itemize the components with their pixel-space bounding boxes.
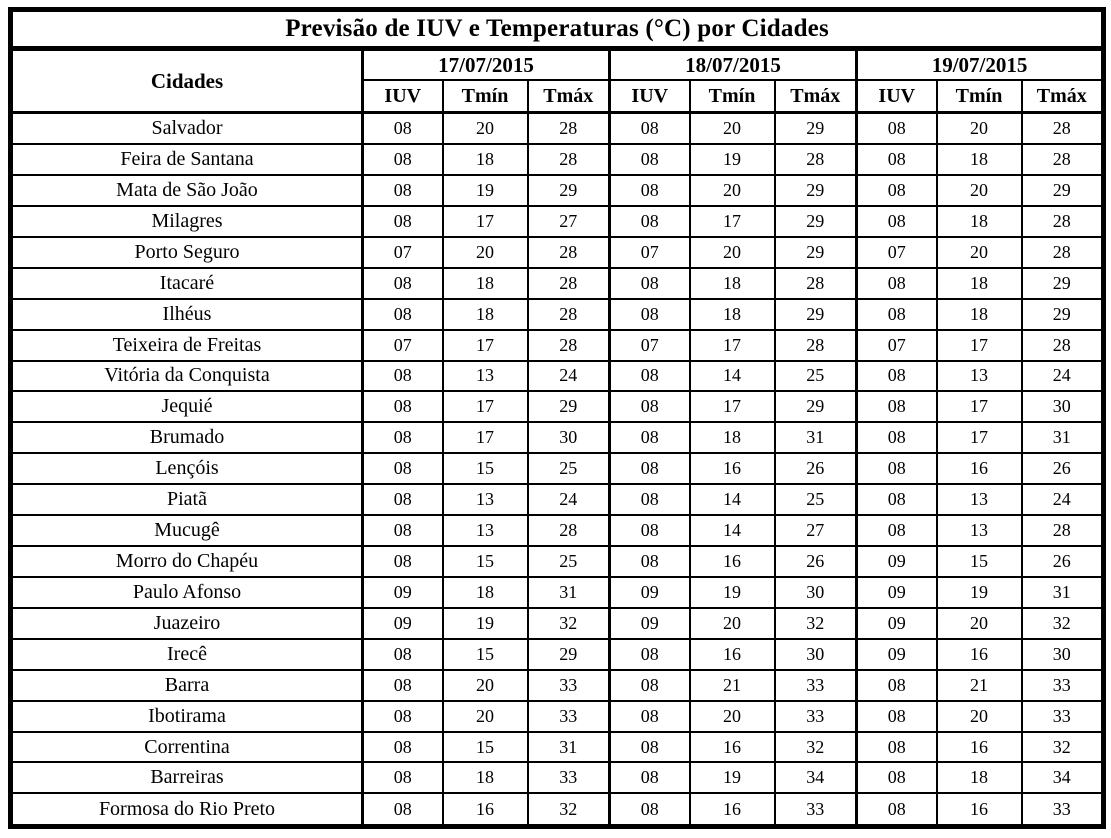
value-cell: 18 — [937, 268, 1022, 299]
value-cell: 09 — [857, 639, 937, 670]
value-cell: 31 — [528, 577, 610, 608]
value-cell: 28 — [1022, 144, 1104, 175]
table-row — [11, 330, 1104, 361]
value-cell: 18 — [443, 762, 528, 793]
value-cell: 08 — [610, 453, 690, 484]
value-cell: 28 — [1022, 206, 1104, 237]
value-cell: 07 — [857, 330, 937, 361]
city-cell: Piatã — [11, 484, 363, 515]
value-cell: 08 — [363, 361, 443, 392]
value-cell: 16 — [690, 732, 775, 763]
value-cell: 07 — [363, 330, 443, 361]
value-cell: 29 — [528, 175, 610, 206]
table-row — [11, 299, 1104, 330]
value-cell: 16 — [690, 793, 775, 826]
city-cell: Formosa do Rio Preto — [11, 793, 363, 826]
value-cell: 17 — [690, 330, 775, 361]
value-cell: 28 — [528, 299, 610, 330]
value-cell: 32 — [528, 793, 610, 826]
value-cell: 19 — [937, 577, 1022, 608]
value-cell: 34 — [775, 762, 857, 793]
city-cell: Paulo Afonso — [11, 577, 363, 608]
value-cell: 16 — [690, 546, 775, 577]
value-cell: 33 — [775, 701, 857, 732]
value-cell: 20 — [443, 113, 528, 145]
value-cell: 08 — [610, 175, 690, 206]
value-cell: 20 — [443, 237, 528, 268]
value-cell: 29 — [775, 113, 857, 145]
value-cell: 16 — [937, 732, 1022, 763]
column-header-tmax: Tmáx — [775, 80, 857, 113]
value-cell: 30 — [775, 577, 857, 608]
value-cell: 07 — [857, 237, 937, 268]
value-cell: 33 — [1022, 670, 1104, 701]
value-cell: 08 — [610, 422, 690, 453]
city-cell: Ilhéus — [11, 299, 363, 330]
value-cell: 24 — [528, 361, 610, 392]
value-cell: 08 — [610, 701, 690, 732]
value-cell: 13 — [937, 484, 1022, 515]
value-cell: 08 — [610, 732, 690, 763]
table-row — [11, 762, 1104, 793]
city-cell: Ibotirama — [11, 701, 363, 732]
forecast-table — [8, 7, 1106, 829]
value-cell: 08 — [857, 670, 937, 701]
value-cell: 09 — [610, 577, 690, 608]
value-cell: 25 — [528, 453, 610, 484]
value-cell: 25 — [775, 361, 857, 392]
value-cell: 13 — [443, 484, 528, 515]
column-header-tmin: Tmín — [690, 80, 775, 113]
city-cell: Morro do Chapéu — [11, 546, 363, 577]
city-cell: Brumado — [11, 422, 363, 453]
value-cell: 08 — [363, 701, 443, 732]
value-cell: 18 — [443, 577, 528, 608]
column-header-date-1: 17/07/2015 — [363, 49, 610, 81]
city-cell: Mucugê — [11, 515, 363, 546]
value-cell: 32 — [528, 608, 610, 639]
value-cell: 15 — [443, 732, 528, 763]
value-cell: 19 — [443, 608, 528, 639]
city-cell: Juazeiro — [11, 608, 363, 639]
value-cell: 26 — [775, 453, 857, 484]
city-cell: Jequié — [11, 391, 363, 422]
value-cell: 16 — [937, 639, 1022, 670]
value-cell: 24 — [1022, 484, 1104, 515]
value-cell: 14 — [690, 361, 775, 392]
table-row — [11, 268, 1104, 299]
table-row — [11, 701, 1104, 732]
value-cell: 29 — [775, 206, 857, 237]
value-cell: 18 — [690, 422, 775, 453]
value-cell: 16 — [690, 453, 775, 484]
value-cell: 16 — [443, 793, 528, 826]
value-cell: 08 — [857, 144, 937, 175]
value-cell: 26 — [1022, 546, 1104, 577]
city-cell: Teixeira de Freitas — [11, 330, 363, 361]
value-cell: 19 — [443, 175, 528, 206]
value-cell: 20 — [937, 237, 1022, 268]
value-cell: 13 — [937, 361, 1022, 392]
value-cell: 08 — [363, 206, 443, 237]
value-cell: 08 — [857, 361, 937, 392]
value-cell: 08 — [610, 206, 690, 237]
value-cell: 08 — [363, 391, 443, 422]
value-cell: 08 — [610, 391, 690, 422]
value-cell: 32 — [1022, 608, 1104, 639]
value-cell: 26 — [1022, 453, 1104, 484]
value-cell: 25 — [775, 484, 857, 515]
value-cell: 29 — [1022, 175, 1104, 206]
value-cell: 31 — [528, 732, 610, 763]
value-cell: 08 — [363, 453, 443, 484]
value-cell: 33 — [528, 701, 610, 732]
value-cell: 08 — [610, 670, 690, 701]
value-cell: 28 — [775, 144, 857, 175]
value-cell: 28 — [528, 237, 610, 268]
table-row — [11, 237, 1104, 268]
value-cell: 13 — [443, 361, 528, 392]
value-cell: 33 — [1022, 793, 1104, 826]
value-cell: 30 — [528, 422, 610, 453]
value-cell: 28 — [528, 268, 610, 299]
value-cell: 09 — [363, 608, 443, 639]
value-cell: 18 — [690, 299, 775, 330]
column-header-iuv: IUV — [610, 80, 690, 113]
value-cell: 28 — [528, 330, 610, 361]
value-cell: 20 — [937, 175, 1022, 206]
table-row — [11, 453, 1104, 484]
table-row — [11, 546, 1104, 577]
city-cell: Salvador — [11, 113, 363, 145]
value-cell: 08 — [363, 793, 443, 826]
value-cell: 07 — [610, 330, 690, 361]
value-cell: 31 — [775, 422, 857, 453]
value-cell: 08 — [857, 484, 937, 515]
value-cell: 21 — [690, 670, 775, 701]
value-cell: 08 — [857, 515, 937, 546]
city-cell: Itacaré — [11, 268, 363, 299]
value-cell: 08 — [363, 546, 443, 577]
value-cell: 31 — [1022, 422, 1104, 453]
value-cell: 17 — [690, 206, 775, 237]
value-cell: 08 — [363, 113, 443, 145]
value-cell: 29 — [775, 299, 857, 330]
value-cell: 09 — [363, 577, 443, 608]
value-cell: 32 — [775, 608, 857, 639]
value-cell: 09 — [857, 608, 937, 639]
value-cell: 14 — [690, 515, 775, 546]
city-cell: Porto Seguro — [11, 237, 363, 268]
value-cell: 24 — [1022, 361, 1104, 392]
value-cell: 33 — [528, 762, 610, 793]
column-header-tmin: Tmín — [443, 80, 528, 113]
value-cell: 28 — [1022, 330, 1104, 361]
column-header-tmax: Tmáx — [528, 80, 610, 113]
value-cell: 08 — [857, 762, 937, 793]
value-cell: 30 — [1022, 391, 1104, 422]
value-cell: 19 — [690, 762, 775, 793]
table-row — [11, 577, 1104, 608]
city-cell: Milagres — [11, 206, 363, 237]
city-cell: Feira de Santana — [11, 144, 363, 175]
column-header-iuv: IUV — [857, 80, 937, 113]
value-cell: 08 — [363, 268, 443, 299]
value-cell: 13 — [443, 515, 528, 546]
city-cell: Barreiras — [11, 762, 363, 793]
value-cell: 08 — [857, 175, 937, 206]
value-cell: 08 — [610, 268, 690, 299]
value-cell: 08 — [857, 268, 937, 299]
table-row — [11, 175, 1104, 206]
value-cell: 17 — [443, 391, 528, 422]
date-header-row — [11, 49, 1104, 81]
value-cell: 08 — [857, 701, 937, 732]
value-cell: 08 — [363, 515, 443, 546]
value-cell: 08 — [610, 762, 690, 793]
value-cell: 17 — [937, 330, 1022, 361]
value-cell: 29 — [528, 391, 610, 422]
value-cell: 18 — [937, 144, 1022, 175]
value-cell: 08 — [363, 484, 443, 515]
value-cell: 16 — [690, 639, 775, 670]
table-row — [11, 361, 1104, 392]
table-row — [11, 206, 1104, 237]
value-cell: 08 — [857, 453, 937, 484]
table-row — [11, 732, 1104, 763]
value-cell: 08 — [857, 391, 937, 422]
value-cell: 33 — [775, 793, 857, 826]
table-row — [11, 608, 1104, 639]
value-cell: 08 — [857, 113, 937, 145]
value-cell: 09 — [610, 608, 690, 639]
value-cell: 18 — [937, 299, 1022, 330]
value-cell: 08 — [363, 762, 443, 793]
value-cell: 18 — [443, 268, 528, 299]
value-cell: 28 — [528, 144, 610, 175]
value-cell: 33 — [1022, 701, 1104, 732]
value-cell: 08 — [363, 175, 443, 206]
city-cell: Mata de São João — [11, 175, 363, 206]
value-cell: 08 — [363, 639, 443, 670]
column-header-tmin: Tmín — [937, 80, 1022, 113]
value-cell: 18 — [937, 206, 1022, 237]
value-cell: 19 — [690, 144, 775, 175]
value-cell: 20 — [690, 175, 775, 206]
value-cell: 20 — [937, 608, 1022, 639]
value-cell: 30 — [1022, 639, 1104, 670]
value-cell: 08 — [610, 484, 690, 515]
value-cell: 08 — [610, 361, 690, 392]
city-cell: Vitória da Conquista — [11, 361, 363, 392]
value-cell: 20 — [690, 608, 775, 639]
value-cell: 20 — [690, 237, 775, 268]
value-cell: 08 — [857, 793, 937, 826]
value-cell: 17 — [443, 330, 528, 361]
value-cell: 26 — [775, 546, 857, 577]
value-cell: 29 — [1022, 268, 1104, 299]
value-cell: 28 — [1022, 515, 1104, 546]
value-cell: 20 — [690, 701, 775, 732]
city-cell: Barra — [11, 670, 363, 701]
table-row — [11, 144, 1104, 175]
value-cell: 20 — [937, 113, 1022, 145]
column-header-date-2: 18/07/2015 — [610, 49, 857, 81]
table-body — [11, 113, 1104, 827]
value-cell: 30 — [775, 639, 857, 670]
value-cell: 27 — [775, 515, 857, 546]
city-cell: Irecê — [11, 639, 363, 670]
value-cell: 17 — [690, 391, 775, 422]
value-cell: 17 — [937, 422, 1022, 453]
value-cell: 28 — [528, 515, 610, 546]
value-cell: 15 — [443, 453, 528, 484]
column-header-cities: Cidades — [11, 49, 363, 113]
value-cell: 15 — [937, 546, 1022, 577]
table-row — [11, 113, 1104, 145]
value-cell: 17 — [443, 422, 528, 453]
value-cell: 29 — [775, 175, 857, 206]
table-row — [11, 793, 1104, 826]
value-cell: 18 — [443, 299, 528, 330]
value-cell: 32 — [775, 732, 857, 763]
value-cell: 16 — [937, 793, 1022, 826]
value-cell: 19 — [690, 577, 775, 608]
value-cell: 08 — [857, 732, 937, 763]
value-cell: 08 — [857, 422, 937, 453]
table-row — [11, 484, 1104, 515]
column-header-date-3: 19/07/2015 — [857, 49, 1104, 81]
value-cell: 08 — [610, 144, 690, 175]
table-row — [11, 639, 1104, 670]
value-cell: 20 — [937, 701, 1022, 732]
value-cell: 28 — [1022, 113, 1104, 145]
value-cell: 34 — [1022, 762, 1104, 793]
title-row — [11, 10, 1104, 49]
value-cell: 07 — [363, 237, 443, 268]
value-cell: 13 — [937, 515, 1022, 546]
page-title: Previsão de IUV e Temperaturas (°C) por Cidades — [11, 10, 1104, 49]
city-cell: Lençóis — [11, 453, 363, 484]
value-cell: 27 — [528, 206, 610, 237]
value-cell: 28 — [1022, 237, 1104, 268]
table-row — [11, 515, 1104, 546]
value-cell: 25 — [528, 546, 610, 577]
value-cell: 17 — [937, 391, 1022, 422]
value-cell: 20 — [443, 670, 528, 701]
value-cell: 24 — [528, 484, 610, 515]
value-cell: 32 — [1022, 732, 1104, 763]
value-cell: 16 — [937, 453, 1022, 484]
value-cell: 09 — [857, 577, 937, 608]
value-cell: 18 — [937, 762, 1022, 793]
value-cell: 21 — [937, 670, 1022, 701]
value-cell: 17 — [443, 206, 528, 237]
value-cell: 28 — [528, 113, 610, 145]
value-cell: 08 — [363, 670, 443, 701]
value-cell: 08 — [363, 299, 443, 330]
value-cell: 08 — [610, 515, 690, 546]
value-cell: 09 — [857, 546, 937, 577]
value-cell: 20 — [690, 113, 775, 145]
value-cell: 28 — [775, 268, 857, 299]
value-cell: 18 — [443, 144, 528, 175]
table-row — [11, 391, 1104, 422]
value-cell: 08 — [363, 422, 443, 453]
value-cell: 14 — [690, 484, 775, 515]
table-header — [11, 10, 1104, 113]
value-cell: 33 — [528, 670, 610, 701]
value-cell: 15 — [443, 639, 528, 670]
value-cell: 08 — [857, 299, 937, 330]
value-cell: 08 — [610, 639, 690, 670]
value-cell: 08 — [610, 299, 690, 330]
value-cell: 29 — [775, 237, 857, 268]
value-cell: 33 — [775, 670, 857, 701]
table-row — [11, 670, 1104, 701]
value-cell: 08 — [363, 144, 443, 175]
column-header-iuv: IUV — [363, 80, 443, 113]
value-cell: 15 — [443, 546, 528, 577]
column-header-tmax: Tmáx — [1022, 80, 1104, 113]
value-cell: 18 — [690, 268, 775, 299]
value-cell: 07 — [610, 237, 690, 268]
value-cell: 31 — [1022, 577, 1104, 608]
value-cell: 20 — [443, 701, 528, 732]
value-cell: 29 — [775, 391, 857, 422]
value-cell: 08 — [857, 206, 937, 237]
value-cell: 08 — [363, 732, 443, 763]
value-cell: 29 — [528, 639, 610, 670]
value-cell: 28 — [775, 330, 857, 361]
value-cell: 08 — [610, 546, 690, 577]
value-cell: 08 — [610, 113, 690, 145]
city-cell: Correntina — [11, 732, 363, 763]
table-row — [11, 422, 1104, 453]
value-cell: 29 — [1022, 299, 1104, 330]
value-cell: 08 — [610, 793, 690, 826]
